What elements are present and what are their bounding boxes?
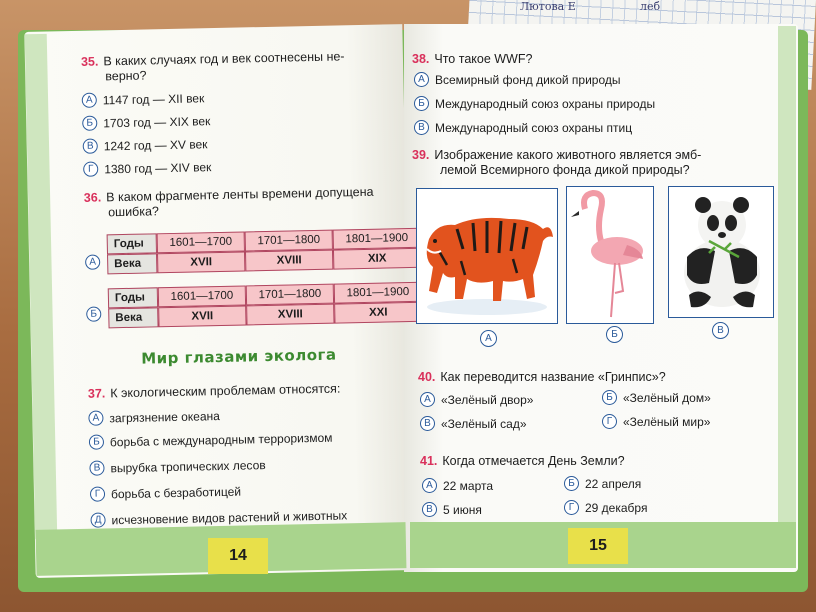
option-text: исчезновение видов растений и животных: [111, 507, 348, 527]
option-letter: Б: [414, 96, 429, 111]
answer-option[interactable]: [83, 159, 211, 177]
question-text: В каком фрагменте ленты времени допущена: [106, 184, 374, 205]
option-text: Международный союз охраны птиц: [435, 120, 633, 135]
option-letter: В: [414, 120, 429, 135]
option-text: «Зелёный дом»: [623, 390, 711, 405]
answer-option[interactable]: [602, 390, 711, 405]
option-letter: Б: [602, 390, 617, 405]
picture-a[interactable]: [416, 188, 558, 324]
option-letter: А: [422, 478, 437, 493]
option-text: 5 июня: [443, 502, 482, 517]
answer-option[interactable]: [89, 430, 333, 450]
option-letter[interactable]: А: [480, 330, 497, 347]
option-letter: В: [420, 416, 435, 431]
question-number: 39.: [412, 148, 430, 162]
notebook-text: леб: [640, 0, 661, 13]
option-letter: Б: [82, 116, 97, 131]
option-letter[interactable]: А: [85, 255, 100, 270]
answer-option[interactable]: [602, 414, 710, 429]
timeline-cell: XVII: [158, 305, 246, 327]
question-number: 35.: [80, 54, 99, 69]
option-letter[interactable]: Б: [606, 326, 623, 343]
option-text: загрязнение океана: [109, 408, 221, 425]
timeline-row-label: Века: [108, 307, 158, 328]
timeline-row-label: Годы: [108, 287, 158, 308]
option-letter: Г: [564, 500, 579, 515]
tiger-icon: [417, 189, 558, 324]
option-letter: Г: [602, 414, 617, 429]
timeline-row-label: Годы: [107, 233, 157, 254]
picture-b[interactable]: [566, 186, 654, 324]
option-text: Всемирный фонд дикой природы: [435, 72, 621, 87]
question-37: [88, 380, 408, 402]
question-text: К экологическим проблемам относятся:: [110, 381, 341, 401]
answer-option[interactable]: [414, 72, 621, 87]
page-number: 14: [208, 538, 268, 574]
option-letter: Г: [83, 162, 98, 177]
timeline-table-a: [107, 228, 422, 275]
option-text: 1242 год — XV век: [103, 136, 208, 153]
question-35: [81, 48, 402, 85]
question-38: [412, 52, 532, 67]
timeline-cell: XVIII: [246, 304, 334, 326]
answer-option[interactable]: [564, 500, 647, 515]
option-letter: Б: [564, 476, 579, 491]
option-letter: В: [422, 502, 437, 517]
question-number: 37.: [87, 386, 106, 401]
picture-c[interactable]: [668, 186, 774, 318]
option-text: «Зелёный мир»: [623, 414, 711, 429]
option-text: вырубка тропических лесов: [110, 457, 266, 475]
timeline-cell: 1601—1700: [157, 231, 245, 253]
answer-option[interactable]: [422, 478, 493, 493]
flamingo-icon: [567, 187, 654, 324]
question-number: 38.: [412, 52, 430, 66]
question-41: [420, 454, 625, 469]
option-text: 1380 год — XIV век: [104, 159, 212, 176]
answer-option[interactable]: [420, 392, 533, 407]
answer-option[interactable]: [414, 96, 655, 111]
option-letter: А: [88, 410, 103, 425]
option-text: Международный союз охраны природы: [435, 96, 656, 111]
timeline-cell: 1701—1800: [245, 230, 333, 252]
option-text: «Зелёный двор»: [441, 392, 534, 407]
answer-option[interactable]: [88, 408, 220, 426]
option-text: 1147 год — XII век: [102, 90, 205, 107]
timeline-cell: XXI: [334, 302, 422, 324]
option-letter: А: [420, 392, 435, 407]
answer-option[interactable]: [82, 113, 210, 131]
question-number: 36.: [83, 190, 102, 205]
question-36: [84, 184, 405, 221]
option-text: 22 марта: [443, 478, 494, 493]
option-text: борьба с международным терроризмом: [109, 430, 333, 449]
option-text: 22 апреля: [585, 476, 642, 491]
answer-option[interactable]: [414, 120, 632, 135]
option-letter: А: [82, 93, 97, 108]
question-text: Изображение какого животного является эмб-: [434, 148, 702, 162]
answer-option[interactable]: [90, 484, 241, 502]
question-text: верно?: [105, 68, 147, 84]
question-text: Как переводится название «Гринпис»?: [440, 370, 666, 384]
option-text: «Зелёный сад»: [441, 416, 527, 431]
timeline-row-label: Века: [107, 253, 157, 274]
answer-option[interactable]: [90, 507, 347, 527]
question-text: В каких случаях год и век соотнесены не-: [103, 49, 345, 69]
option-letter: В: [83, 139, 98, 154]
page-number: 15: [568, 528, 628, 564]
notebook-text: Лютова Е: [520, 0, 576, 13]
option-text: 1703 год — XIX век: [103, 113, 211, 130]
answer-option[interactable]: [422, 502, 482, 517]
timeline-cell: 1801—1900: [334, 282, 422, 304]
timeline-cell: XIX: [333, 248, 421, 270]
timeline-cell: 1601—1700: [158, 285, 246, 307]
timeline-cell: XVIII: [245, 250, 333, 272]
option-letter: А: [414, 72, 429, 87]
option-letter[interactable]: В: [712, 322, 729, 339]
option-text: борьба с безработицей: [110, 484, 242, 501]
question-text: ошибка?: [107, 204, 160, 220]
timeline-cell: XVII: [157, 251, 245, 273]
option-letter: Б: [89, 434, 104, 449]
answer-option[interactable]: [564, 476, 641, 491]
option-letter: В: [89, 460, 104, 475]
option-letter: Д: [90, 512, 105, 527]
timeline-cell: 1801—1900: [333, 228, 421, 250]
section-title: Мир глазами эколога: [141, 345, 337, 368]
question-text: Когда отмечается День Земли?: [442, 454, 625, 468]
question-40: [418, 370, 666, 385]
question-text: Что такое WWF?: [434, 52, 533, 66]
option-letter: Г: [90, 486, 105, 501]
option-text: 29 декабря: [585, 500, 648, 515]
question-39: [412, 148, 782, 178]
timeline-table-b: [108, 282, 423, 329]
question-number: 41.: [420, 454, 438, 468]
option-letter[interactable]: Б: [86, 306, 101, 321]
timeline-cell: 1701—1800: [246, 284, 334, 306]
answer-option[interactable]: [89, 457, 265, 476]
answer-option[interactable]: [83, 136, 208, 154]
question-text: лемой Всемирного фонда дикой природы?: [440, 163, 690, 177]
answer-option[interactable]: [82, 90, 205, 108]
answer-option[interactable]: [420, 416, 527, 431]
panda-icon: [669, 187, 774, 318]
question-number: 40.: [418, 370, 436, 384]
